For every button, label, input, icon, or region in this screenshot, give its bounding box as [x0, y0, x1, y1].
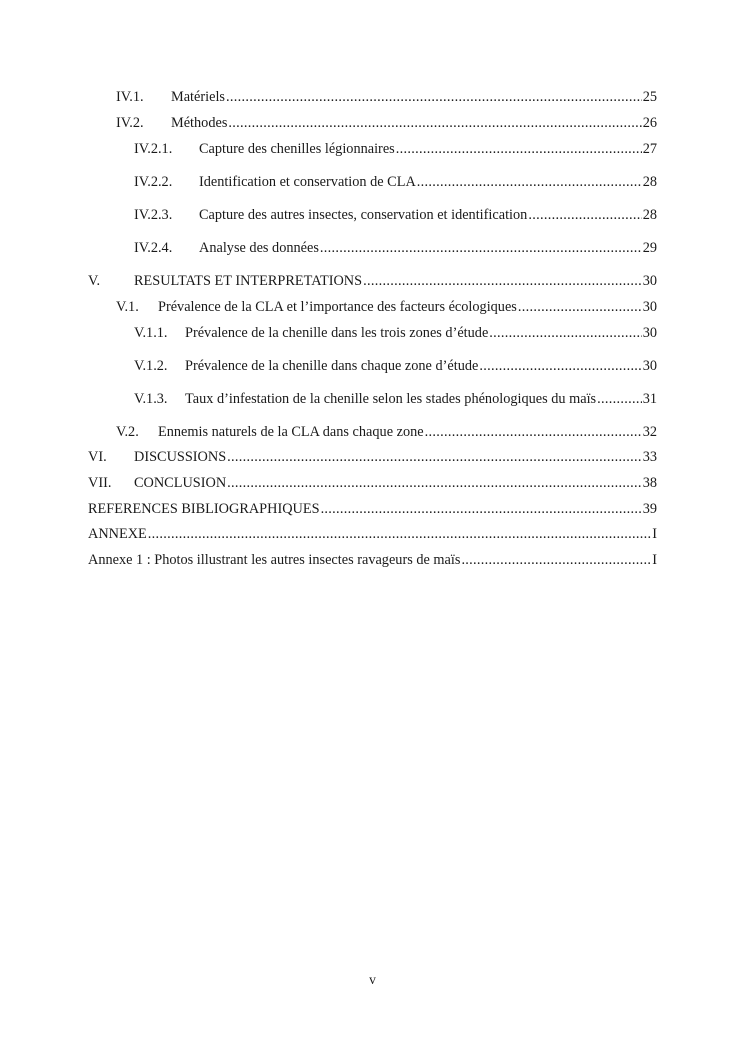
toc-entry-number: IV.2.4. [134, 240, 173, 256]
toc-entry-title: Méthodes [171, 115, 228, 131]
toc-entry-title: Taux d’infestation de la chenille selon les stades phénologiques du maïs [185, 391, 597, 407]
toc-entry-title: Prévalence de la chenille dans les trois zones d’étude [185, 325, 489, 341]
toc-entry[interactable] [88, 447, 657, 467]
toc-dot-leader [227, 447, 642, 467]
toc-entry-number: IV.2.1. [134, 141, 173, 157]
toc-entry-number: IV.1. [116, 89, 144, 105]
toc-dot-leader [396, 139, 642, 159]
toc-dot-leader [320, 238, 642, 258]
toc-entry-page: 30 [642, 273, 657, 289]
toc-entry[interactable] [134, 238, 657, 258]
toc-dot-leader [479, 356, 641, 376]
toc-entry-number: V. [88, 273, 101, 289]
toc-entry-page: 32 [642, 424, 657, 440]
toc-dot-leader [226, 87, 642, 107]
toc-entry-page: 30 [642, 299, 657, 315]
toc-entry-page: 31 [642, 391, 657, 407]
toc-entry-title: REFERENCES BIBLIOGRAPHIQUES [88, 501, 320, 517]
toc-entry-title: ANNEXE [88, 526, 147, 542]
toc-entry[interactable] [134, 389, 657, 409]
toc-entry[interactable] [134, 172, 657, 192]
toc-entry-page: I [652, 526, 657, 542]
toc-entry-page: 28 [642, 174, 657, 190]
toc-entry-page: 30 [642, 325, 657, 341]
toc-dot-leader [425, 422, 642, 442]
toc-entry-page: 28 [642, 207, 657, 223]
toc-dot-leader [228, 113, 641, 133]
toc-entry[interactable] [134, 139, 657, 159]
toc-entry-title: Identification et conservation de CLA [199, 174, 416, 190]
toc-entry[interactable] [88, 271, 657, 291]
toc-entry-number: V.1.3. [134, 391, 168, 407]
toc-entry-page: 39 [642, 501, 657, 517]
toc-dot-leader [528, 205, 641, 225]
toc-entry-title: DISCUSSIONS [134, 449, 227, 465]
toc-dot-leader [597, 389, 642, 409]
toc-entry[interactable] [116, 87, 657, 107]
toc-entry-title: RESULTATS ET INTERPRETATIONS [134, 273, 363, 289]
toc-entry[interactable] [88, 473, 657, 493]
toc-entry[interactable] [134, 356, 657, 376]
toc-entry-title: Prévalence de la chenille dans chaque zone d’étude [185, 358, 479, 374]
toc-entry-page: 38 [642, 475, 657, 491]
toc-entry[interactable] [134, 323, 657, 343]
toc-entry-page: 29 [642, 240, 657, 256]
toc-entry-page: 26 [642, 115, 657, 131]
toc-entry-page: I [652, 552, 657, 568]
toc-entry[interactable] [116, 422, 657, 442]
toc-dot-leader [363, 271, 642, 291]
toc-entry-number: IV.2.2. [134, 174, 173, 190]
toc-entry-number: V.1.1. [134, 325, 168, 341]
toc-entry[interactable] [88, 550, 657, 570]
toc-entry-title: Ennemis naturels de la CLA dans chaque zone [158, 424, 424, 440]
toc-entry-number: VII. [88, 475, 112, 491]
toc-entry[interactable] [88, 499, 657, 519]
toc-entry-page: 33 [642, 449, 657, 465]
toc-entry[interactable] [134, 205, 657, 225]
toc-entry[interactable] [116, 113, 657, 133]
toc-entry-number: V.2. [116, 424, 139, 440]
toc-dot-leader [417, 172, 642, 192]
toc-dot-leader [148, 524, 651, 544]
toc-entry-page: 27 [642, 141, 657, 157]
toc-dot-leader [321, 499, 642, 519]
toc-entry-title: Capture des autres insectes, conservation et identification [199, 207, 528, 223]
toc-entry-number: VI. [88, 449, 107, 465]
toc-entry-number: V.1.2. [134, 358, 168, 374]
toc-entry-title: Capture des chenilles légionnaires [199, 141, 395, 157]
toc-entry-number: IV.2. [116, 115, 144, 131]
toc-entry-title: Prévalence de la CLA et l’importance des facteurs écologiques [158, 299, 517, 315]
toc-entry[interactable] [116, 297, 657, 317]
page-number: v [369, 972, 376, 987]
toc-entry-title: Annexe 1 : Photos illustrant les autres insectes ravageurs de maïs [88, 552, 461, 568]
toc-entry-title: CONCLUSION [134, 475, 227, 491]
toc-dot-leader [461, 550, 651, 570]
toc-dot-leader [518, 297, 642, 317]
toc-dot-leader [489, 323, 641, 343]
toc-entry-page: 30 [642, 358, 657, 374]
toc-dot-leader [227, 473, 642, 493]
toc-entry-title: Analyse des données [199, 240, 319, 256]
toc-entry-number: IV.2.3. [134, 207, 173, 223]
toc-entry-number: V.1. [116, 299, 139, 315]
toc-entry-title: Matériels [171, 89, 225, 105]
toc-entry[interactable] [88, 524, 657, 544]
toc-entry-page: 25 [642, 89, 657, 105]
